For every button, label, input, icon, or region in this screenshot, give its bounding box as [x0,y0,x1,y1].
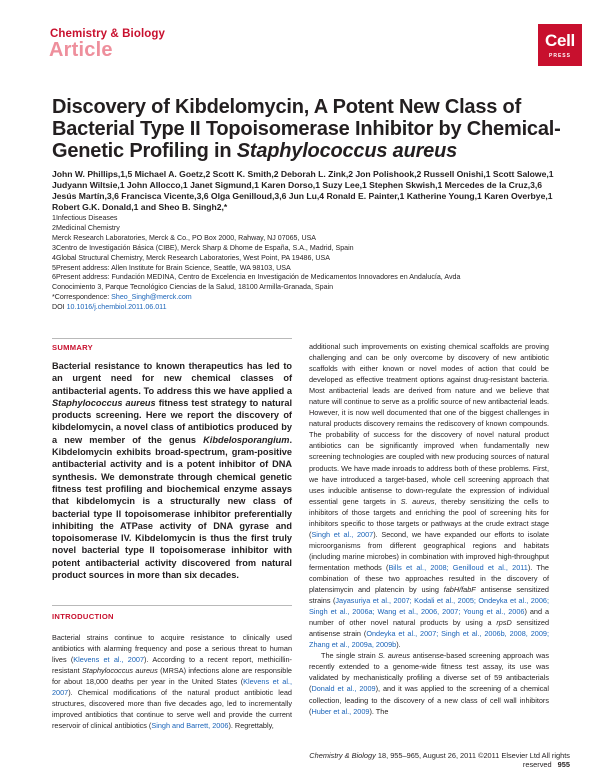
affiliations [52,214,572,313]
journal-name: Chemistry & Biology [50,28,166,40]
paragraph: additional such improvements on existing chemical scaffolds are proving challenging and can be only overcome by discovery of new antibiotic scaffolds with either known or novel modes of action that could be developed as effective treatment options against drug-resistant bacteria. Most antibacterial leads are derived from nature and we believe that nature will continue to serve as a prolific source of new antibacterial leads. However, it is now well documented that one of the biggest challenges in natural products discovery remains the rediscovery of known compounds. The probability of success for the discovery of novel natural product antibiotics can be significantly improved when fundamentally new screening technologies are coupled with new producing sources of natural products. We have made inroads to address both of these problems. First, we have introduced a target-based, whole cell screening approach that uses inducible antisense to down-regulate the expression of individual essential gene targets in S. aureus, thereby sensitizing the cells to inhibitors of those targets and enriching the pool of screening hits for inhibitors specific to those targets or pathways at the crude extract stage (Singh et al., 2007). Second, we have expanded our efforts to isolate microorganisms from different geographical regions and habitats (including marine microbes) in combination with improved high-throughput fermentation methods (Bills et al., 2008; Genilloud et al., 2011). The combination of these two approaches resulted in the discovery of platensimycin and platencin by using fabH/fabF antisense sensitized strains (Jayasuriya et al., 2007; Kodali et al., 2005; Ondeyka et al., 2006; Singh et al., 2006a; Wang et al., 2006, 2007; Young et al., 2006) and a number of other novel natural products by using a rpsD sensitized antisense strain (Ondeyka et al., 2007; Singh et al., 2006b, 2008, 2009; Zhang et al., 2009a, 2009b). [309,342,550,650]
affiliation-line: 3Centro de Investigación Básica (CIBE), Merck Sharp & Dhome de España, S.A., Madrid, Spain [52,243,354,252]
citation-link[interactable]: Singh et al., 2007 [311,529,374,539]
citation-link[interactable]: Klevens et al., 2007 [52,677,292,698]
logo-sub-text: PRESS [549,53,571,59]
author-list: John W. Phillips,1,5 Michael A. Goetz,2 Scott K. Smith,2 Deborah L. Zink,2 Jon Polishook,2 Russell Onishi,1 Scott Salowe,1 Judyann Wiltsie,1 John Allocco,1 Janet Sigmund,1 Karen Dorso,1 Suzy Lee,1 Stephen Skwish,1 Mercedes de la Cruz,3,6 Jesús Martín,3,6 Francisca Vicente,3,6 Olga Genilloud,3,6 Jun Lu,4 Ronald E. Painter,1 Katherine Young,1 Karen Overbye,1 Robert G.K. Donald,1 and Sheo B. Singh2,* [52,169,554,213]
citation-link[interactable]: Singh and Barrett, 2006 [151,721,229,731]
summary-heading: SUMMARY [52,343,94,352]
right-column-text [309,341,549,717]
affiliation-line: 6Present address: Fundación MEDINA, Centro de Excelencia en Investigación de Medicamentos Innovadores en Andalucía, Avda [52,273,461,282]
summary-text: Bacterial resistance to known therapeutics has led to an urgent need for new chemical classes of antibacterial agents. To address this we have applied a Staphylococcus aureus fitness test strategy to natural products screening. Here we report the discovery of kibdelomycin, a novel class of antibiotics produced by a new member of the genus Kibdelosporangium. Kibdelomycin exhibits broad-spectrum, gram-positive antibacterial activity and is a potent inhibitor of DNA synthesis. We demonstrate through chemical genetic fitness test profiling and biochemical enzyme assays that kibdelomycin is a structurally new class of bacterial type II topoisomerase inhibitor preferentially inhibiting the ATPase activity of DNA gyrase and topoisomerase IV. Kibdelomycin is thus the first truly novel bacterial type II topoisomerase inhibitor with potent antibacterial activity discovered from natural product sources in more than six decades. [52,361,292,581]
title-italic: Staphylococcus aureus [236,140,458,162]
footer-citation: 18, 955–965, August 26, 2011 ©2011 Elsevier Ltd All rights reserved [375,751,570,769]
intro-heading: INTRODUCTION [52,612,114,621]
doi-label: DOI [52,303,67,312]
intro-rule [52,605,292,606]
doi-link[interactable]: 10.1016/j.chembiol.2011.06.011 [66,303,167,312]
correspondence-email-link[interactable]: Sheo_Singh@merck.com [111,293,192,302]
affiliation-line: 2Medicinal Chemistry [52,223,120,232]
article-title [52,96,562,162]
affiliation-line: Conocimiento 3, Parque Tecnológico Ciencias de la Salud, 18100 Armilla-Granada, Spain [52,283,334,292]
affiliation-line: Merck Research Laboratories, Merck & Co., PO Box 2000, Rahway, NJ 07065, USA [52,233,317,242]
doi [52,303,572,313]
title-text: Discovery of Kibdelomycin, A Potent New Class of Bacterial Type II Topoisomerase Inhibitor by Chemical-Genetic Profiling in [52,96,561,162]
citation-link[interactable]: Klevens et al., 2007 [73,655,145,665]
correspondence-label: *Correspondence: [52,293,112,302]
citation-link[interactable]: Bills et al., 2008; Genilloud et al., 2011 [388,562,528,572]
page-footer [300,751,570,769]
affiliation-line: 1Infectious Diseases [52,214,118,222]
summary-rule [52,338,292,339]
citation-link[interactable]: Huber et al., 2009 [311,706,370,716]
paragraph: The single strain S. aureus antisense-based screening approach was recently extended to a genome-wide fitness test assay, its use was validated by mechanistically profiling a diverse set of 59 antibacterials (Donald et al., 2009), and it was applied to the screening of a chemical collection, leading to the discovery of a new class of cell wall inhibitors (Huber et al., 2009). The [309,651,549,716]
logo-main-text: Cell [545,31,575,50]
affiliation-line: 5Present address: Allen Institute for Brain Science, Seattle, WA 98103, USA [52,263,291,272]
correspondence [52,293,572,303]
section-label: Article [49,39,113,61]
footer-journal: Chemistry & Biology [309,751,376,760]
citation-link[interactable]: Donald et al., 2009 [311,684,376,694]
citation-link[interactable]: Jayasuriya et al., 2007; Kodali et al., 2005; Ondeyka et al., 2006; Singh et al., 2006a; Wang et al., 2006, 2007; Young et al., 2006 [309,596,550,617]
affiliation-line: 4Global Structural Chemistry, Merck Research Laboratories, West Point, PA 19486, USA [52,253,330,262]
citation-link[interactable]: Ondeyka et al., 2007; Singh et al., 2006b, 2008, 2009; Zhang et al., 2009a, 2009b [309,629,549,650]
intro-text: Bacterial strains continue to acquire resistance to clinically used antibiotics with alarming frequency and pose a serious threat to human lives (Klevens et al., 2007). According to a recent report, methicillin-resistant Staphylococcus aureus (MRSA) infections alone are responsible for about 18,000 deaths per year in the United States (Klevens et al., 2007). Chemical modifications of the natural product antibiotic lead structures, discovered more than five decades ago, led to incrementally improved antibiotics that continue to serve well and provide the current reservoir of clinical antibiotics (Singh and Barrett, 2006). Regrettably, [52,633,292,731]
cell-press-logo [538,24,582,66]
page-number: 955 [557,760,570,769]
